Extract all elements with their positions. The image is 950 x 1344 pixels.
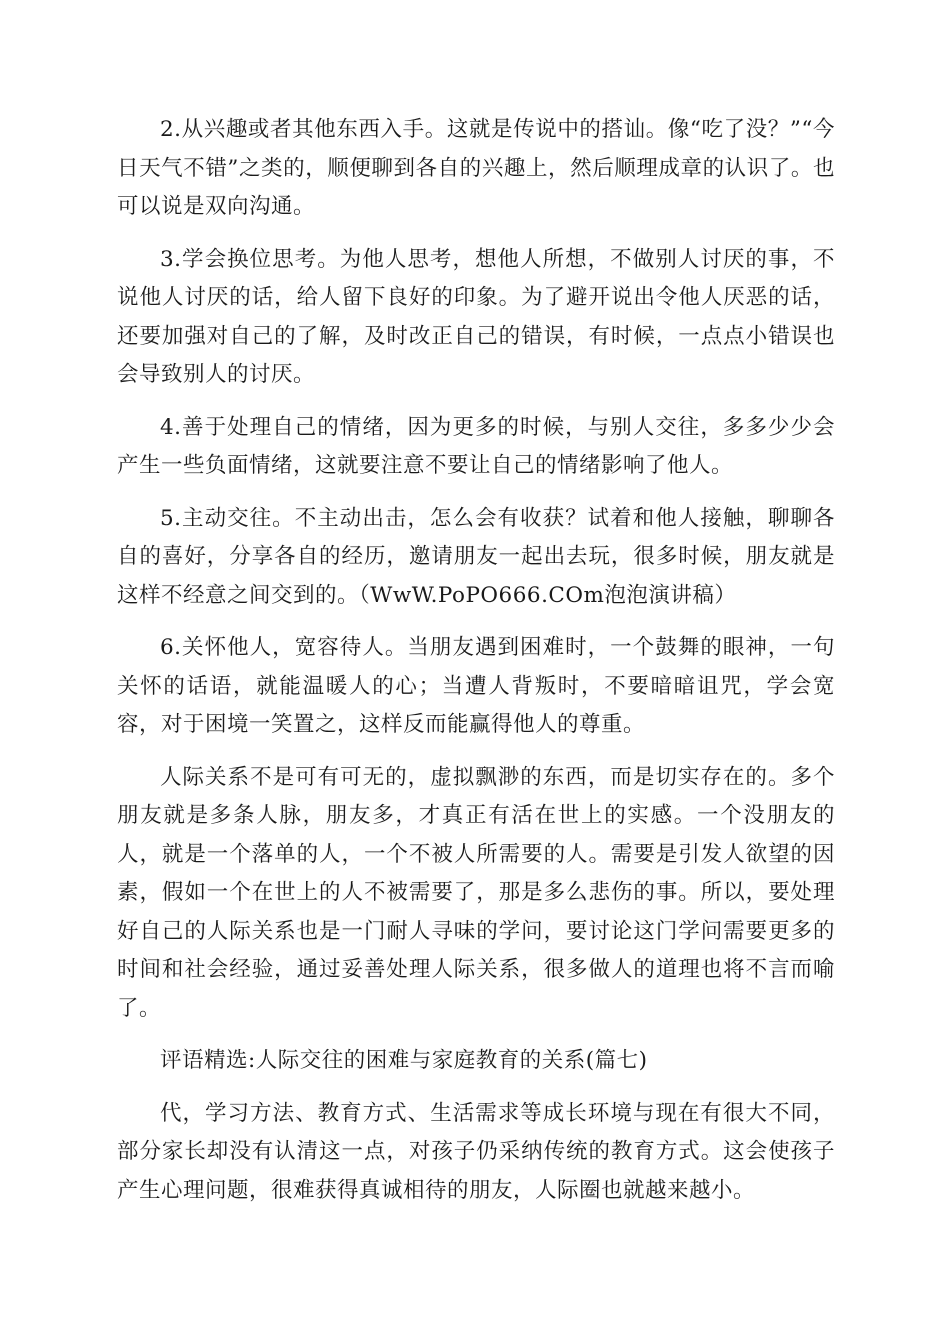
- paragraph-tip-5: 5.主动交往。不主动出击，怎么会有收获？试着和他人接触，聊聊各自的喜好，分享各自的经历，邀请朋友一起出去玩，很多时候，朋友就是这样不经意之间交到的。（WwW.PoPO666.COm泡泡演讲稿）: [117, 505, 835, 608]
- paragraph-tip-6: 6.关怀他人，宽容待人。当朋友遇到困难时，一个鼓舞的眼神，一句关怀的话语，就能温暖人的心；当遭人背叛时，不要暗暗诅咒，学会宽容，对于困境一笑置之，这样反而能赢得他人的尊重。: [117, 635, 835, 737]
- paragraph-tip-2: 2.从兴趣或者其他东西入手。这就是传说中的搭讪。像“吃了没？”“今日天气不错”之类的，顺便聊到各自的兴趣上，然后顺理成章的认识了。也可以说是双向沟通。: [117, 117, 835, 219]
- document-page: [117, 111, 835, 1224]
- paragraph-conclusion: 人际关系不是可有可无的，虚拟飘渺的东西，而是切实存在的。多个朋友就是多条人脉，朋友多，才真正有活在世上的实感。一个没朋友的人，就是一个落单的人，一个不被人所需要的人。需要是引发人欲望的因素，假如一个在世上的人不被需要了，那是多么悲伤的事。所以，要处理好自己的人际关系也是一门耐人寻味的学问，要讨论这门学问需要更多的时间和社会经验，通过妥善处理人际关系，很多做人的道理也将不言而喻了。: [117, 764, 835, 1021]
- paragraph-tip-3: 3.学会换位思考。为他人思考，想他人所想，不做别人讨厌的事，不说他人讨厌的话，给人留下良好的印象。为了避开说出令他人厌恶的话，还要加强对自己的了解，及时改正自己的错误，有时候，一点点小错误也会导致别人的讨厌。: [117, 246, 835, 387]
- section-heading: 评语精选:人际交往的困难与家庭教育的关系(篇七): [160, 1048, 648, 1073]
- paragraph-closing: 代，学习方法、教育方式、生活需求等成长环境与现在有很大不同，部分家长却没有认清这一点，对孩子仍采纳传统的教育方式。这会使孩子产生心理问题，很难获得真诚相待的朋友，人际圈也就越来越小。: [117, 1100, 835, 1203]
- paragraph-tip-4: 4.善于处理自己的情绪，因为更多的时候，与别人交往，多多少少会产生一些负面情绪，这就要注意不要让自己的情绪影响了他人。: [117, 414, 835, 478]
